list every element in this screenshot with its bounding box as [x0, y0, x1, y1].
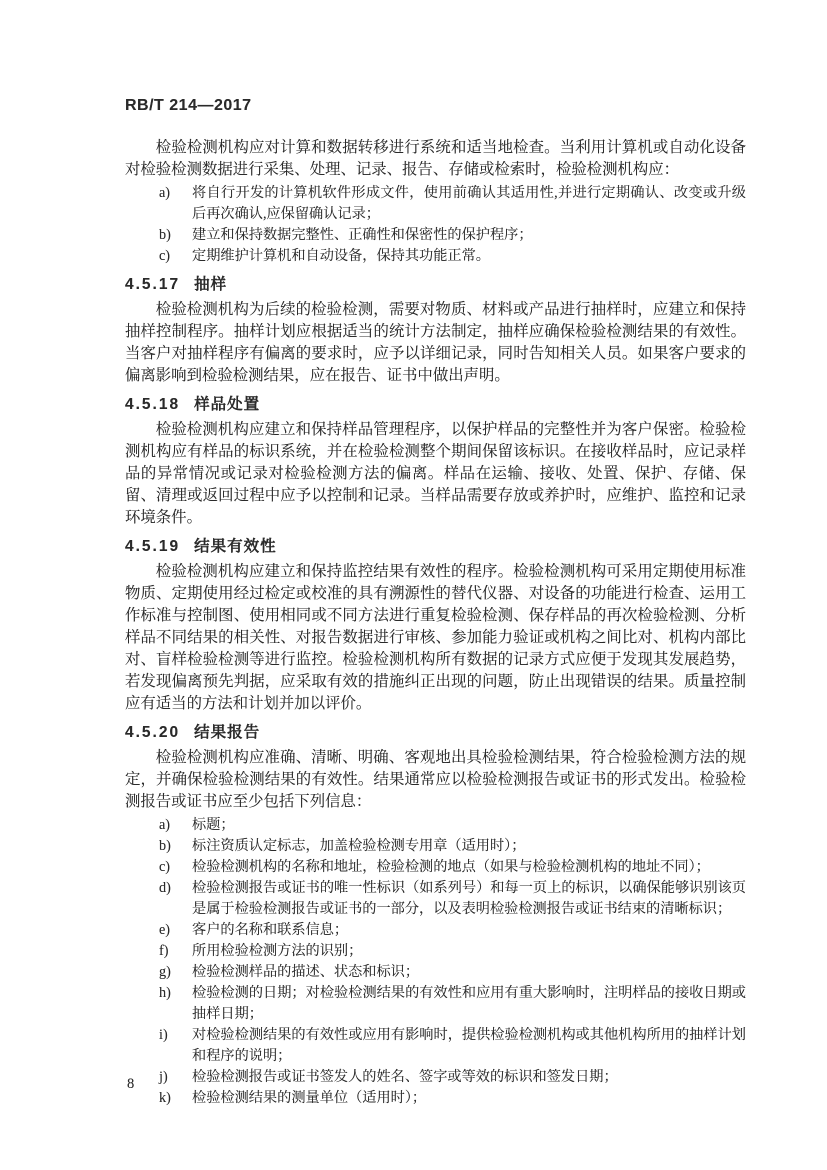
list-item: [159, 1067, 746, 1088]
list-item-text: 对检验检测结果的有效性或应用有影响时，提供检验检测机构或其他机构所用的抽样计划和程序的说明；: [192, 1027, 746, 1064]
list-item-marker: a): [159, 185, 171, 201]
list-item: [159, 225, 746, 246]
list-item-marker: g): [159, 964, 171, 980]
list-item-marker: c): [159, 859, 171, 875]
section-paragraph: 检验检测机构为后续的检验检测，需要对物质、材料或产品进行抽样时，应建立和保持抽样控制程序。抽样计划应根据适当的统计方法制定，抽样应确保检验检测结果的有效性。当客户对抽样程序有偏离的要求时，应予以详细记录，同时告知相关人员。如果客户要求的偏离影响到检验检测结果，应在报告、证书中做出声明。: [125, 301, 746, 384]
list-item-marker: k): [159, 1090, 171, 1106]
section-title: 结果有效性: [194, 538, 277, 555]
list-item: [159, 246, 746, 267]
section-heading: [125, 393, 746, 417]
list-item-marker: b): [159, 838, 171, 854]
section-heading: [125, 535, 746, 559]
section-4-5-20: [125, 721, 746, 813]
section-title: 样品处置: [194, 396, 261, 413]
section-paragraph: 检验检测机构应准确、清晰、明确、客观地出具检验检测结果，符合检验检测方法的规定，并确保检验检测结果的有效性。结果通常应以检验检测报告或证书的形式发出。检验检测报告或证书应至少包括下列信息：: [125, 749, 746, 810]
list-item: [159, 815, 746, 836]
paragraph-data-transfer-check: 检验检测机构应对计算和数据转移进行系统和适当地检查。当利用计算机或自动化设备对检验检测数据进行采集、处理、记录、报告、存储或检索时，检验检测机构应：: [125, 139, 746, 178]
section-4-5-17: [125, 273, 746, 387]
list-item-text: 所用检验检测方法的识别；: [192, 943, 363, 959]
list-item: [159, 1088, 746, 1109]
list-item-marker: a): [159, 817, 171, 833]
section-heading: [125, 273, 746, 297]
section-title: 结果报告: [194, 724, 261, 741]
list-report-contents: [159, 815, 746, 1109]
list-item: [159, 1025, 746, 1067]
running-header: RB/T 214—2017: [125, 97, 252, 114]
page-number: 8: [127, 1076, 135, 1092]
list-item-marker: f): [159, 943, 169, 959]
list-item-text: 检验检测报告或证书签发人的姓名、签字或等效的标识和签发日期；: [192, 1069, 618, 1085]
list-item: [159, 183, 746, 225]
section-paragraph: 检验检测机构应建立和保持监控结果有效性的程序。检验检测机构可采用定期使用标准物质、定期使用经过检定或校准的具有溯源性的替代仪器、对设备的功能进行检查、运用工作标准与控制图、使用相同或不同方法进行重复检验检测、保存样品的再次检验检测、分析样品不同结果的相关性、对报告数据进行审核、参加能力验证或机构之间比对、机构内部比对、盲样检验检测等进行监控。检验检测机构所有数据的记录方式应便于发现其发展趋势，若发现偏离预先判据，应采取有效的措施纠正出现的问题，防止出现错误的结果。质量控制应有适当的方法和计划并加以评价。: [125, 563, 746, 712]
list-computer-requirements: [159, 183, 746, 267]
list-item-marker: e): [159, 922, 171, 938]
list-item: [159, 962, 746, 983]
section-paragraph: 检验检测机构应建立和保持样品管理程序，以保护样品的完整性并为客户保密。检验检测机构应有样品的标识系统，并在检验检测整个期间保留该标识。在接收样品时，应记录样品的异常情况或记录对检验检测方法的偏离。样品在运输、接收、处置、保护、存储、保留、清理或返回过程中应予以控制和记录。当样品需要存放或养护时，应维护、监控和记录环境条件。: [125, 421, 746, 526]
list-item-text: 检验检测报告或证书的唯一性标识（如系列号）和每一页上的标识，以确保能够识别该页是属于检验检测报告或证书的一部分，以及表明检验检测报告或证书结束的清晰标识；: [192, 880, 746, 917]
section-4-5-18: [125, 393, 746, 529]
list-item-text: 检验检测结果的测量单位（适用时）；: [192, 1090, 427, 1106]
list-item-text: 将自行开发的计算机软件形成文件，使用前确认其适用性,并进行定期确认、改变或升级后再次确认,应保留确认记录；: [192, 185, 746, 222]
list-item: [159, 857, 746, 878]
section-number: 4.5.18: [125, 396, 181, 413]
list-item-marker: c): [159, 248, 171, 264]
list-item-text: 标注资质认定标志，加盖检验检测专用章（适用时）；: [192, 838, 526, 854]
list-item-text: 客户的名称和联系信息；: [192, 922, 349, 938]
list-item-text: 检验检测机构的名称和地址，检验检测的地点（如果与检验检测机构的地址不同）；: [192, 859, 710, 875]
list-item-text: 定期维护计算机和自动设备，保持其功能正常。: [192, 248, 490, 264]
section-number: 4.5.20: [125, 724, 181, 741]
section-heading: [125, 721, 746, 745]
list-item-marker: h): [159, 985, 171, 1001]
list-item: [159, 878, 746, 920]
list-item-text: 标题；: [192, 817, 235, 833]
list-item: [159, 920, 746, 941]
list-item-text: 建立和保持数据完整性、正确性和保密性的保护程序；: [192, 227, 533, 243]
list-item-marker: i): [159, 1027, 168, 1043]
list-item: [159, 941, 746, 962]
list-item-marker: d): [159, 880, 171, 896]
list-item-marker: b): [159, 227, 171, 243]
section-number: 4.5.17: [125, 276, 181, 293]
list-item: [159, 983, 746, 1025]
list-item: [159, 836, 746, 857]
section-title: 抽样: [194, 276, 228, 293]
list-item-text: 检验检测的日期；对检验检测结果的有效性和应用有重大影响时，注明样品的接收日期或抽样日期；: [192, 985, 746, 1022]
section-number: 4.5.19: [125, 538, 181, 555]
list-item-marker: j): [159, 1069, 168, 1085]
section-4-5-19: [125, 535, 746, 715]
list-item-text: 检验检测样品的描述、状态和标识；: [192, 964, 420, 980]
